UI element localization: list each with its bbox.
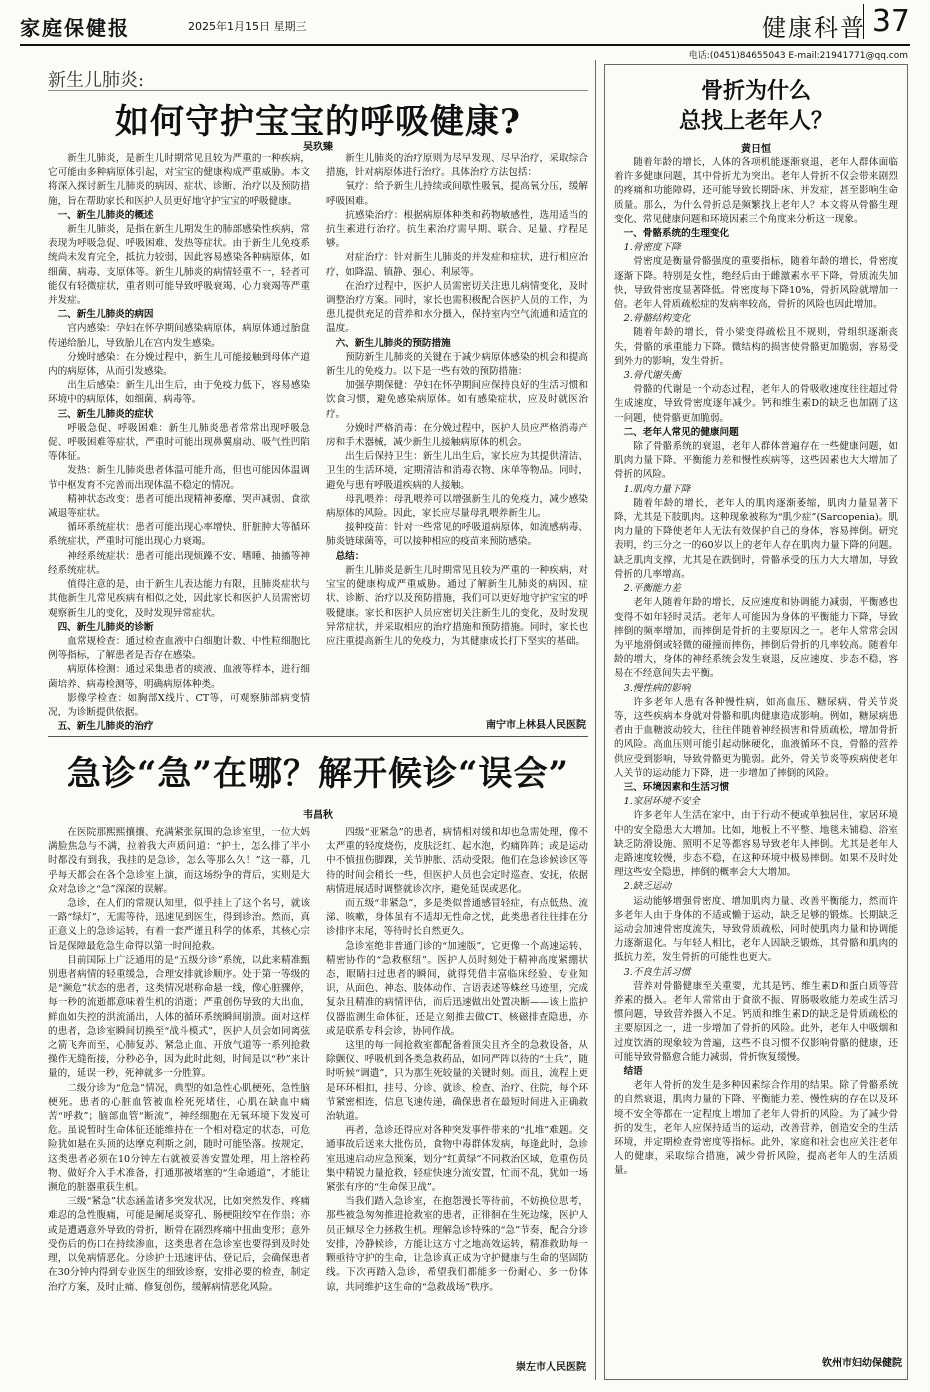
paragraph: 神经系统症状：患者可能出现烦躁不安、嗜睡、抽搐等神经系统症状。 [48,550,310,576]
article-divider [48,736,588,737]
paragraph: 骨骼的代谢是一个动态过程，老年人的骨吸收速度往往超过骨生成速度，导致骨密度逐年减少。钙和维生素D的缺乏也加剧了这一问题，使骨骼更加脆弱。 [614,384,898,424]
paragraph: 急诊室绝非普通门诊的“加速版”，它更像一个高速运转、精密协作的“急救枢纽”。医护人员时刻处于精神高度紧绷状态，眼睛扫过患者的瞬间，就得凭借丰富临床经验、专业知识，从面色、神态、肢体动作、言语表述等蛛丝马迹里，完成复杂且精准的病情评估，而后迅速做出处置决断——该上监护仪器监测生命体征，还是立刻推去做CT、核磁排查隐患，亦或是联系专科会诊，协同作战。 [326,940,588,1037]
paragraph: 三级“紧急”状态涵盖诸多突发状况，比如突然发作、疼痛难忍的急性腹痛，可能是阑尾炎穿孔、肠梗阻绞窄在作祟；亦或是遭遇意外导致的骨折，断骨在剧烈疼痛中扭曲变形；意外受伤后的伤口在持续渗血，这类患者在急诊室也要得到及时处理，以免病情恶化。分诊护士迅速评估、登记后，会确保患者在30分钟内得到专业医生的细致诊察，安排必要的检查，制定治疗方案，及时止痛、修复创伤，缓解病情恶化风险。 [48,1196,310,1293]
paragraph: 出生后保持卫生：新生儿出生后，家长应为其提供清洁、卫生的生活环境，定期清洁和消毒衣物、床单等物品。同时，避免与患有呼吸道疾病的人接触。 [326,451,588,491]
paragraph: 二、新生儿肺炎的病因 [57,309,154,321]
paragraph: 三、新生儿肺炎的症状 [57,408,154,420]
paragraph: 3.骨代谢失衡 [623,370,681,382]
paragraph: 宫内感染：孕妇在怀孕期间感染病原体，病原体通过胎盘传递给胎儿，导致胎儿在宫内发生感染。 [48,323,310,349]
paragraph: 目前国际上广泛通用的是“五级分诊”系统，以此来精准甄别患者病情的轻重缓急，合理安排就诊顺序。处于第一等级的是“濒危”状态的患者，这类情况堪称命悬一线，像心脏骤停，每一秒的流逝都意味着生机的消逝；严重创伤导致的大出血，鲜血如失控的洪流涌出，人体的循环系统瞬间崩溃。面对这样的患者，急诊室瞬间切换至“战斗模式”，医护人员会如同离弦之箭飞奔而至，心肺复苏、紧急止血、开放气道等一系列抢救操作无缝衔接，分秒必争，因为此时此刻，时间是以“秒”来计量的，延误一秒，死神就多一分胜算。 [48,954,310,1080]
paragraph: 精神状态改变：患者可能出现精神萎靡、哭声减弱、食欲减退等症状。 [48,493,310,520]
paragraph: 在治疗过程中，医护人员需密切关注患儿病情变化，及时调整治疗方案。同时，家长也需积极配合医护人员的工作，为患儿提供充足的营养和水分摄入，保持室内空气流通和适宜的温度。 [326,280,588,335]
paragraph: 二级分诊为“危急”情况，典型的如急性心肌梗死、急性脑梗死。患者的心脏血管被血栓死死堵住，心肌在缺血中痛苦“呼救”；脑部血管“断流”，神经细胞在无氧环境下发岌可危。虽说暂时生命体征还能维持在一个相对稳定的状态，可危险犹如悬在头顶的达摩克利斯之剑，随时可能坠落。按规定，这类患者必须在10分钟左右就被妥善安置处理，用上溶栓药物、做好介入手术准备，打通那被堵塞的“生命通道”，才能让濒危的脏器重获生机。 [48,1082,310,1194]
paragraph: 新生儿肺炎的治疗原则为尽早发现、尽早治疗，采取综合措施，针对病原体进行治疗。具体治疗方法包括： [326,153,588,179]
newspaper-name: 家庭保健报 [20,16,130,40]
paragraph: 再者，急诊还得应对各种突发事件带来的“扎堆”难题。交通事故后送来大批伤员，食物中毒群体发病，每逢此时，急诊室迅速启动应急预案，划分“红黄绿”不同救治区域，危重伤员集中精锐力量抢救，轻症快速分流安置，忙而不乱，犹如一场紧张有序的“生命保卫战”。 [326,1125,588,1194]
paragraph: 随着年龄的增长，人体的各项机能逐渐衰退，老年人群体面临着许多健康问题，其中骨折尤为突出。老年人骨折不仅会带来剧烈的疼痛和功能障碍，还可能导致长期卧床、并发症，甚至影响生命质量。那么，为什么骨折总是频繁找上老年人？本文将从骨骼生理变化、常见健康问题和环境因素三个角度来分析这一现象。 [614,157,898,225]
paragraph: 2.缺乏运动 [623,881,672,893]
paragraph: 分娩时严格消毒：在分娩过程中，医护人员应严格消毒产房和手术器械，减少新生儿接触病原体的机会。 [326,422,588,449]
paragraph: 3.慢性病的影响 [623,682,691,694]
issue-date: 2025年1月15日 星期三 [188,20,307,33]
paragraph: 影像学检查：如胸部X线片、CT等，可观察肺部病变情况，为诊断提供依据。 [48,692,310,718]
article-column [326,826,588,1356]
paragraph: 四级“亚紧急”的患者，病情相对缓和却也急需处理，像不太严重的轻度烧伤，皮肤泛红、起水泡，灼痛阵阵；或是运动中不慎扭伤脚踝，关节肿胀、活动受限。他们在急诊候诊区等待的时间会稍长一些，但医护人员也会定时巡查、安抚，依据病情进展适时调整就诊次序，避免延误或恶化。 [326,827,588,895]
article-title: 急诊“急”在哪？解开候诊“误会” [66,754,570,794]
article-column [48,826,310,1356]
paragraph: 骨密度是衡量骨骼强度的重要指标，随着年龄的增长，骨密度逐渐下降。特别是女性，绝经后由于雌激素水平下降，骨质流失加快，导致骨密度显著降低。骨密度每下降10%，骨折风险就增加一倍。老年人骨质疏松症的发病率较高，骨折的风险也因此增加。 [614,256,898,311]
paragraph: 1.肌肉力量下降 [623,483,691,495]
section-name: 健康科普 [762,14,866,42]
article-title [604,76,908,136]
paragraph: 发热：新生儿肺炎患者体温可能升高，但也可能因体温调节中枢发育不完善而出现体温不稳定的情况。 [48,465,310,491]
paragraph: 一、骨骼系统的生理变化 [623,228,730,240]
paragraph: 呼吸急促、呼吸困难：新生儿肺炎患者常常出现呼吸急促、呼吸困难等症状，严重时可能出现鼻翼扇动、吸气性凹陷等体征。 [48,422,310,463]
paragraph: 预防新生儿肺炎的关键在于减少病原体感染的机会和提高新生儿的免疫力。以下是一些有效的预防措施： [326,351,588,378]
paragraph: 对症治疗：针对新生儿肺炎的并发症和症状，进行相应治疗，如降温、镇静、强心、利尿等。 [326,252,588,278]
column-divider [595,60,596,1380]
page-number: 37 [863,4,910,39]
paragraph: 总结： [335,550,365,562]
paragraph: 氧疗：给予新生儿持续或间歇性吸氧，提高氧分压，缓解呼吸困难。 [326,181,588,207]
title-line: 总找上老年人？ [678,108,833,134]
paragraph: 这里的每一间抢救室都配备着顶尖且齐全的急救设备，从除颤仪、呼吸机到各类急救药品，如同严阵以待的“士兵”，随时听候“调遣”，只为那生死较量的关键时刻。而且，流程上更是环环相扣，挂号、分诊、就诊、检查、治疗、住院，每个环节紧密相连，信息飞速传递，确保患者在最短时间进入正确救治轨道。 [326,1040,588,1123]
paragraph: 一、新生儿肺炎的概述 [57,209,154,221]
kicker-divider [48,90,588,91]
paragraph: 三、环境因素和生活习惯 [623,781,730,793]
paragraph: 而五级“非紧急”，多是类似普通感冒轻症，有点低热、流涕、咳嗽，身体虽有不适却无性命之忧，此类患者往往排在分诊排序末尾，等待时长自然更久。 [326,898,588,938]
article-author: 黄日恒 [741,144,771,155]
title-line: 骨折为什么 [700,78,811,104]
article-title: 如何守护宝宝的呼吸健康? [115,102,521,142]
masthead-rule [20,44,910,46]
article-institution: 钦州市妇幼保健院 [822,1358,902,1369]
paragraph: 当我们踏入急诊室，在抱怨漫长等待前，不妨换位思考，那些被急匆匆推进抢救室的患者，正徘徊在生死边缘，医护人员正倾尽全力拯救生机。理解急诊特殊的“急”节奏，配合分诊安排，冷静候诊，方能让这方寸之地高效运转，精准救助每一颗亟待守护的生命，让急诊真正成为守护健康与生命的坚固防线。下次再踏入急诊，希望我们都能多一份耐心、多一份体谅，共同维护这生命的“急救战场”秩序。 [326,1196,588,1293]
article-institution: 南宁市上林县人民医院 [486,720,586,731]
paragraph: 在医院那熙熙攘攘、充满紧张氛围的急诊室里，一位大妈满脸焦急与不满，拉着我大声质问道：“护士，怎么排了半小时都没有到我，我挂的是急诊，怎么等那么久！”这一幕，几乎每天都会在各个急诊室上演，而这场纷争的背后，实则是大众对急诊之“急”深深的误解。 [48,827,310,895]
paragraph: 接种疫苗：针对一些常见的呼吸道病原体，如流感病毒、肺炎链球菌等，可以接种相应的疫苗来预防感染。 [326,522,588,548]
paragraph: 血常规检查：通过检查血液中白细胞计数、中性粒细胞比例等指标，了解患者是否存在感染。 [48,635,310,662]
paragraph: 分娩时感染：在分娩过程中，新生儿可能接触到母体产道内的病原体，从而引发感染。 [48,351,310,378]
paragraph: 循环系统症状：患者可能出现心率增快、肝脏肿大等循环系统症状，严重时可能出现心力衰竭。 [48,522,310,548]
paragraph: 二、老年人常见的健康问题 [623,426,739,438]
paragraph: 随着年龄的增长，骨小梁变得疏松且不规则，骨组织逐渐丧失，骨骼的承重能力下降。微结构的损害使骨骼更加脆弱，容易受到外力的影响，发生骨折。 [614,327,898,367]
article-column [326,152,588,714]
article-institution: 崇左市人民医院 [516,1362,586,1373]
paragraph: 抗感染治疗：根据病原体种类和药物敏感性，选用适当的抗生素进行治疗。抗生素治疗需早期、联合、足量、疗程足够。 [326,209,588,250]
paragraph: 许多老年人患有各种慢性病，如高血压、糖尿病、骨关节炎等，这些疾病本身就对骨骼和肌肉健康造成影响。例如，糖尿病患者由于血糖波动较大，往往伴随着神经损害和骨质疏松，增加骨折的风险。高血压则可能引起动脉硬化，血液循环不良，骨骼的营养供应受到影响，导致骨骼更为脆弱。此外，骨关节炎等疾病使老年人关节的运动能力下降，进一步增加了摔倒的风险。 [614,696,898,779]
paragraph: 老年人随着年龄的增长，反应速度和协调能力减弱，平衡感也变得不如年轻时灵活。老年人可能因为身体的平衡能力下降，导致摔倒的频率增加，而摔倒是骨折的主要原因之一。老年人常常会因为平地滑倒或轻微的碰撞而摔伤，摔倒后骨折的几率较高。随着年龄的增大，身体的神经系统会发生衰退，反应速度、步态不稳，容易在不经意间失去平衡。 [614,597,898,680]
paragraph: 母乳喂养：母乳喂养可以增强新生儿的免疫力，减少感染病原体的风险。因此，家长应尽量母乳喂养新生儿。 [326,493,588,520]
paragraph: 六、新生儿肺炎的预防措施 [335,337,451,349]
paragraph: 值得注意的是，由于新生儿表达能力有限，且肺炎症状与其他新生儿常见疾病有相似之处，因此家长和医护人员需密切观察新生儿的变化，及时发现异常症状。 [48,579,310,619]
paragraph: 1.家居环境不安全 [623,796,700,808]
paragraph: 2.骨骼结构变化 [623,313,691,325]
paragraph: 运动能够增强骨密度、增加肌肉力量、改善平衡能力，然而许多老年人由于身体的不适或懒于运动，缺乏足够的锻炼。长期缺乏运动会加速骨密度流失，导致骨质疏松，同时使肌肉力量和协调能力逐渐退化。与年轻人相比，老年人因缺乏锻炼，其骨骼和肌肉的抵抗力差，发生骨折的可能性也更大。 [614,895,898,964]
article-column [48,152,310,733]
paragraph: 1.骨密度下降 [623,242,681,254]
paragraph: 老年人骨折的发生是多种因素综合作用的结果。除了骨骼系统的自然衰退，肌肉力量的下降、平衡能力差、慢性病的存在以及环境不安全等都在一定程度上增加了老年人骨折的风险。为了减少骨折的发生，老年人应保持适当的运动，改善营养，创造安全的生活环境，并定期检查骨密度等指标。此外，家庭和社会也应关注老年人的健康，采取综合措施，减少骨折风险，提高老年人的生活质量。 [614,1080,898,1177]
paragraph: 许多老年人生活在家中，由于行动不便或单独居住，家居环境中的安全隐患大大增加。比如，地板上不平整、地毯未铺稳、浴室缺乏防滑设施、照明不足等都容易导致老年人摔倒。尤其是老年人走路速度较慢，步态不稳，在这种环境中极易摔倒。如果不及时处理这些安全隐患，摔倒的概率会大大增加。 [614,810,898,879]
paragraph: 2.平衡能力差 [623,583,681,595]
article-column [614,156,898,1350]
article-kicker: 新生儿肺炎: [48,70,145,91]
contact-line: 电话:(0451)84655043 E-mail:21941771@qq.com [688,51,908,61]
paragraph: 五、新生儿肺炎的治疗 [57,721,154,733]
article-author: 吴玖臻 [303,142,333,153]
paragraph: 急诊，在人们的常规认知里，似乎挂上了这个名号，就该一路“绿灯”，无需等待，迅速见到医生，得到诊治。然而，真正意义上的急诊运转，有着一套严谨且科学的体系，其核心宗旨是保障最危急生命得以第一时间抢救。 [48,898,310,952]
paragraph: 病原体检测：通过采集患者的痰液、血液等样本，进行细菌培养、病毒检测等，明确病原体种类。 [48,664,310,690]
paragraph: 新生儿肺炎，是新生儿时期常见且较为严重的一种疾病，它可能由多种病原体引起，对宝宝的健康构成严重威胁。本文将深入探讨新生儿肺炎的病因、症状、诊断、治疗以及预防措施，旨在帮助家长和医护人员更好地守护宝宝的呼吸健康。 [48,153,310,207]
paragraph: 新生儿肺炎，是指在新生儿期发生的肺部感染性疾病，常表现为呼吸急促、呼吸困难、发热等症状。由于新生儿免疫系统尚未发育完全，抵抗力较弱，因此容易感染各种病原体，如细菌、病毒、支原体等。新生儿肺炎的病情轻重不一，轻者可能仅有轻微症状，重者则可能导致呼吸衰竭、心力衰竭等严重并发症。 [48,224,310,307]
paragraph: 结语 [623,1066,643,1077]
paragraph: 加强孕期保健：孕妇在怀孕期间应保持良好的生活习惯和饮食习惯，避免感染病原体。如有感染症状，应及时就医治疗。 [326,380,588,420]
paragraph: 营养对骨骼健康至关重要，尤其是钙、维生素D和蛋白质等营养素的摄入。老年人常常由于食欲不振、胃肠吸收能力差或生活习惯问题，导致营养摄入不足。钙质和维生素D的缺乏是骨质疏松的主要原因之一，进一步增加了骨折的风险。此外，老年人中吸烟和过度饮酒的现象较为普遍，这些不良习惯不仅影响骨骼的健康，还可能导致骨骼愈合能力减弱，骨折恢复缓慢。 [614,980,898,1063]
paragraph: 四、新生儿肺炎的诊断 [57,621,154,633]
article-author: 韦昌秋 [303,810,333,821]
paragraph: 3.不良生活习惯 [623,966,691,978]
paragraph: 除了骨骼系统的衰退，老年人群体普遍存在一些健康问题，如肌肉力量下降、平衡能力差和慢性疾病等，这些因素也大大增加了骨折的风险。 [614,441,898,481]
paragraph: 随着年龄的增长，老年人的肌肉逐渐萎缩，肌肉力量显著下降，尤其是下肢肌肉。这种现象被称为“肌少症”(Sarcopenia)。肌肉力量的下降使老年人无法有效保护自己的身体，容易摔倒。研究表明，约三分之一的60岁以上的老年人存在肌肉力量下降的问题。缺乏肌肉支撑，尤其是在跌倒时，骨骼承受的压力大大增加，导致骨折的几率增高。 [614,497,898,580]
paragraph: 新生儿肺炎是新生儿时期常见且较为严重的一种疾病，对宝宝的健康构成严重威胁。通过了解新生儿肺炎的病因、症状、诊断、治疗以及预防措施，我们可以更好地守护宝宝的呼吸健康。家长和医护人员应密切关注新生儿的变化，及时发现异常症状，并采取相应的治疗措施和预防措施。同时，家长也应注重提高新生儿的免疫力，为其健康成长打下坚实的基础。 [326,564,588,647]
paragraph: 出生后感染：新生儿出生后，由于免疫力低下，容易感染环境中的病原体，如细菌、病毒等。 [48,380,310,406]
